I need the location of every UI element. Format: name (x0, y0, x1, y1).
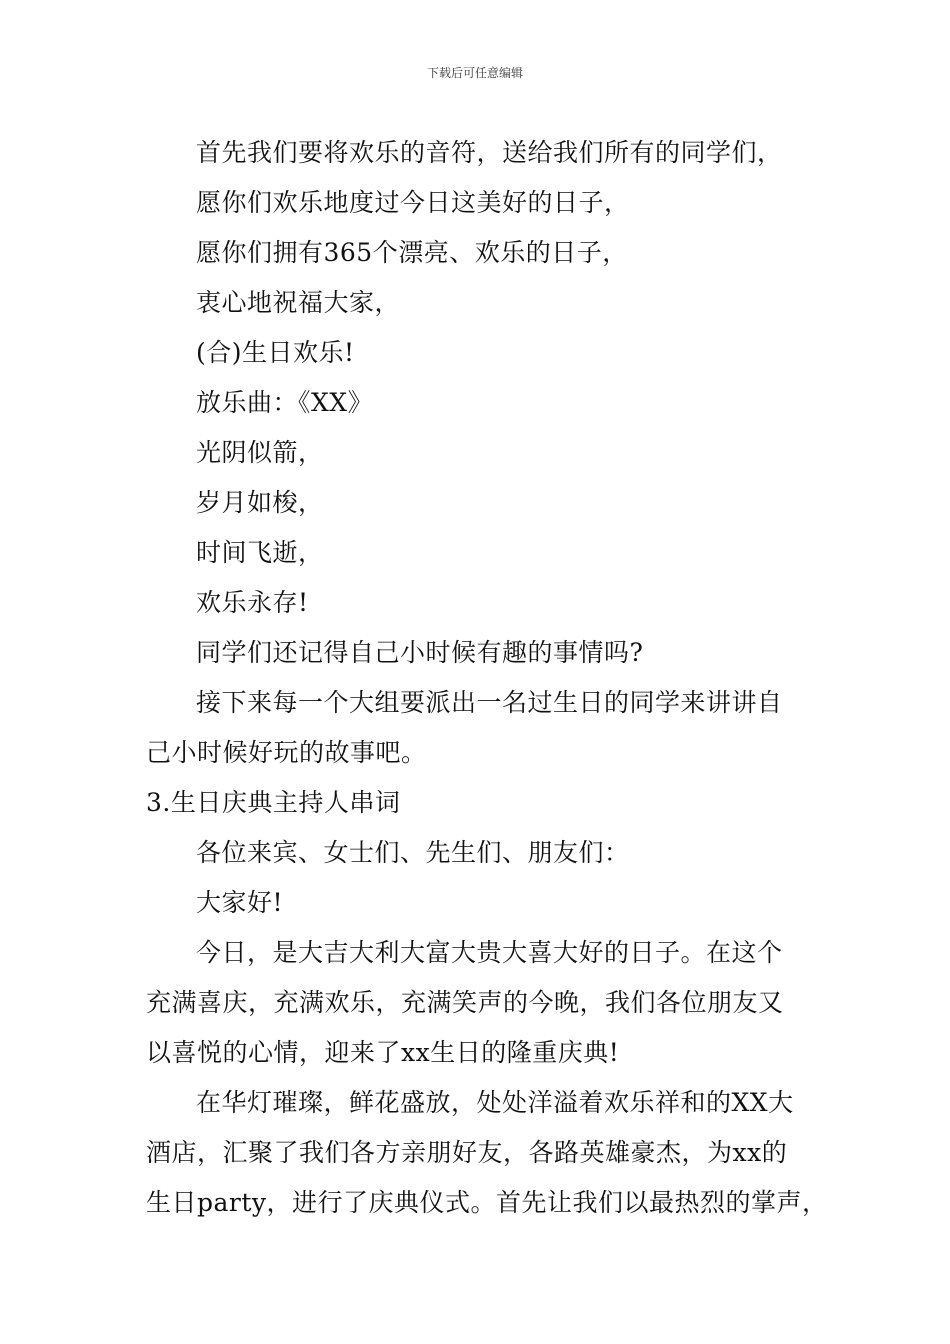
text-line: 时间飞逝， (196, 538, 324, 567)
text-line: 愿你们拥有365个漂亮、欢乐的日子， (196, 238, 628, 267)
text-line: 光阴似箭， (196, 438, 324, 467)
text-line: 充满喜庆，充满欢乐，充满笑声的今晚，我们各位朋友又 (146, 988, 784, 1017)
text-line: 衷心地祝福大家， (196, 288, 401, 317)
section-heading: 3.生日庆典主持人串词 (146, 788, 401, 817)
text-line: 同学们还记得自己小时候有趣的事情吗? (196, 638, 644, 667)
text-line: 生日party，进行了庆典仪式。首先让我们以最热烈的掌声， (146, 1188, 828, 1217)
page-header: 下载后可任意编辑 (426, 66, 523, 80)
text-line: 欢乐永存! (196, 588, 309, 617)
document-body (146, 128, 826, 1228)
text-line: 今日，是大吉大利大富大贵大喜大好的日子。在这个 (196, 938, 783, 967)
text-line: 各位来宾、女士们、先生们、朋友们： (196, 838, 630, 867)
text-line: 接下来每一个大组要派出一名过生日的同学来讲讲自 (196, 688, 783, 717)
text-line: (合)生日欢乐! (196, 338, 355, 367)
text-line: 以喜悦的心情，迎来了xx生日的隆重庆典! (146, 1038, 620, 1067)
text-line: 放乐曲：《XX》 (196, 388, 374, 417)
text-line: 酒店，汇聚了我们各方亲朋好友，各路英雄豪杰，为xx的 (146, 1138, 788, 1167)
text-line: 岁月如梭， (196, 488, 324, 517)
text-line: 愿你们欢乐地度过今日这美好的日子， (196, 188, 630, 217)
text-line: 首先我们要将欢乐的音符，送给我们所有的同学们， (196, 138, 783, 167)
text-line: 大家好! (196, 888, 284, 917)
text-line: 在华灯璀璨，鲜花盛放，处处洋溢着欢乐祥和的XX大 (196, 1088, 794, 1117)
text-line: 己小时候好玩的故事吧。 (146, 738, 427, 767)
